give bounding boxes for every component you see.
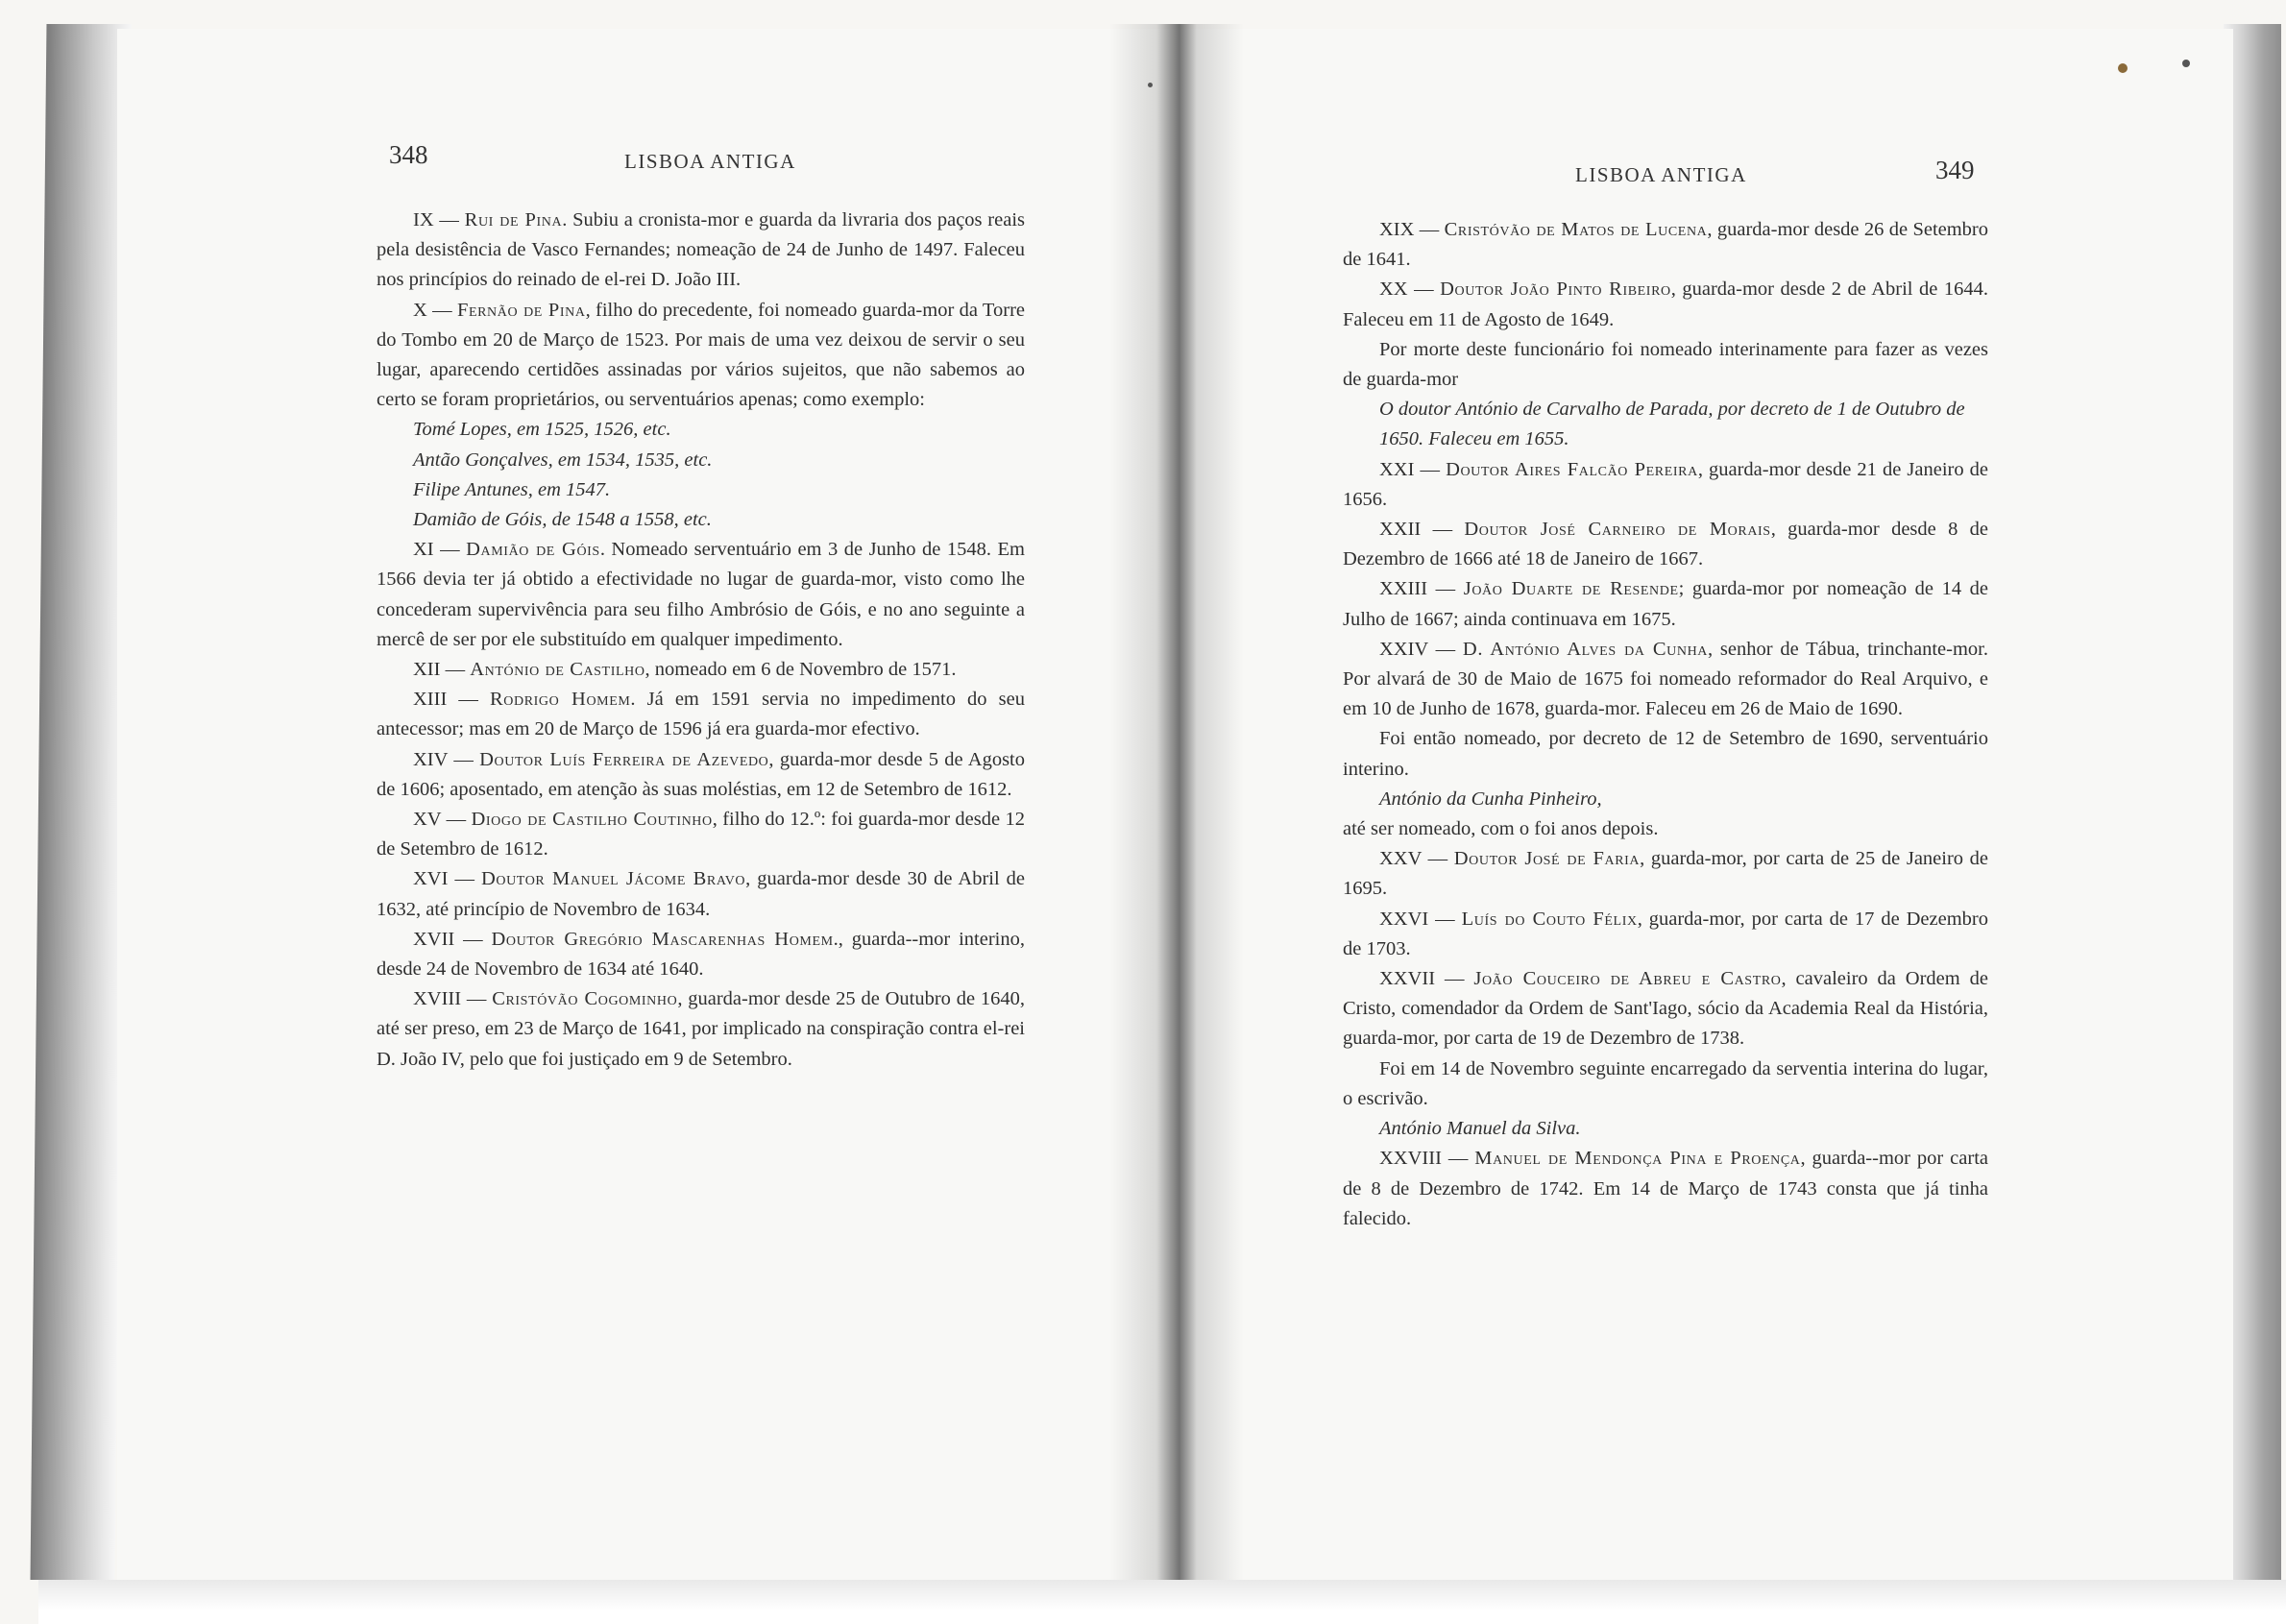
right-text-column (1343, 215, 1988, 1234)
entry-text: , guarda-mor desde 8 de Dezembro de 1666 até 18 de Janeiro de 1667. (1343, 519, 1988, 570)
roman-numeral: XXVIII — (1379, 1148, 1475, 1170)
entry-text: . Já em 1591 servia no impedimento do seu antecessor; mas em 20 de Março de 1596 já era guarda-mor efectivo. (377, 689, 1025, 740)
entry-text: . (1575, 1118, 1581, 1140)
entry-paragraph (1343, 395, 1988, 454)
person-name: António de Castilho (470, 659, 645, 681)
entry-text: , guarda-mor desde 26 de Setembro de 1641. (1343, 219, 1989, 271)
italic-name: Damião de Góis (413, 509, 543, 531)
person-name: Manuel de Mendonça Pina e Proença (1474, 1148, 1801, 1170)
entry-paragraph (1343, 1054, 1988, 1114)
entry-text: , de 1548 a 1558, etc. (542, 509, 712, 531)
entry-text: Foi então nomeado, por decreto de 12 de Setembro de 1690, serventuário interino. (1343, 728, 1988, 780)
roman-numeral: XXIV — (1379, 638, 1463, 660)
roman-numeral: XXI — (1379, 458, 1447, 480)
person-name: Damião de Góis (466, 539, 600, 561)
entry-paragraph (377, 805, 1025, 864)
italic-name: Antão Gonçalves (413, 448, 548, 471)
entry-text: Por morte deste funcionário foi nomeado interinamente para fazer as vezes de guarda-mor (1343, 338, 1988, 391)
roman-numeral: XIX — (1379, 219, 1445, 240)
roman-numeral: XXV — (1379, 848, 1454, 870)
scan-speck (2182, 60, 2190, 67)
entry-paragraph (377, 685, 1025, 744)
left-running-head: LISBOA ANTIGA (624, 150, 796, 173)
entry-text: , guarda-mor desde 25 de Outubro de 1640, até ser preso, em 23 de Março de 1641, por implicado na conspiração contra el-rei D. João IV, pelo que foi justiçado em 9 de Setembro. (377, 988, 1025, 1070)
italic-name: António da Cunha Pinheiro (1379, 788, 1597, 810)
entry-text: , guarda-mor, por carta de 25 de Janeiro de 1695. (1343, 848, 1989, 900)
person-name: D. António Alves da Cunha (1462, 638, 1708, 660)
person-name: Doutor Luís Ferreira de Azevedo (479, 748, 769, 770)
entry-paragraph (1343, 785, 1988, 814)
person-name: Luís do Couto Félix (1461, 908, 1638, 930)
entry-text: , guarda--mor por carta de 8 de Dezembro de 1742. Em 14 de Março de 1743 consta que já tinha falecido. (1343, 1148, 1988, 1229)
entry-text: , guarda-mor desde 30 de Abril de 1632, até princípio de Novembro de 1634. (377, 868, 1026, 920)
roman-numeral: XXIII — (1379, 578, 1464, 600)
entry-text: , cavaleiro da Ordem de Cristo, comendador da Ordem de Sant'Iago, sócio da Academia Real da História, guarda-mor, por carta de 19 de Dezembro de 1738. (1343, 968, 1988, 1050)
roman-numeral: IX — (413, 209, 465, 230)
entry-paragraph (1343, 574, 1988, 634)
scan-speck (2118, 63, 2128, 73)
left-page-number: 348 (389, 140, 428, 169)
roman-numeral: X — (413, 299, 457, 321)
entry-paragraph (377, 655, 1025, 685)
entry-paragraph (1343, 335, 1988, 395)
entry-text: , guarda-mor desde 5 de Agosto de 1606; aposentado, em atenção às suas moléstias, em 12 de Setembro de 1612. (377, 748, 1025, 800)
entry-text: . Subiu a cronista-mor e guarda da livraria dos paços reais pela desistência de Vasco Fernandes; nomeação de 24 de Junho de 1497. Faleceu nos princípios do reinado de el-rei D. João III. (377, 209, 1025, 291)
entry-text: , em 1525, 1526, etc. (506, 419, 671, 441)
entry-paragraph (377, 296, 1025, 416)
left-text-column (377, 206, 1025, 1075)
entry-text: ; guarda-mor por nomeação de 14 de Julho de 1667; ainda continuava em 1675. (1343, 578, 1988, 630)
entry-paragraph (1343, 1144, 1988, 1234)
entry-paragraph (1343, 455, 1988, 515)
person-name: Doutor Manuel Jácome Bravo (480, 868, 746, 890)
roman-numeral: XII — (413, 659, 471, 681)
entry-paragraph (377, 505, 1025, 535)
person-name: Doutor José de Faria (1453, 848, 1641, 870)
entry-text: , em 1547. (527, 478, 611, 500)
person-name: Doutor João Pinto Ribeiro (1440, 279, 1671, 301)
entry-text: , senhor de Tábua, trinchante-mor. Por alvará de 30 de Maio de 1675 foi nomeado reformador do Real Arquivo, e em 10 de Junho de 1678, guarda-mor. Faleceu em 26 de Maio de 1690. (1343, 638, 1988, 720)
roman-numeral: XXVII — (1379, 968, 1474, 990)
italic-name: António Manuel da Silva (1379, 1118, 1576, 1140)
entry-paragraph (1343, 724, 1988, 784)
roman-numeral: XIV — (413, 748, 480, 770)
entry-text: , guarda-mor desde 21 de Janeiro de 1656. (1343, 458, 1988, 510)
roman-numeral: XVI — (413, 868, 481, 890)
bottom-margin (38, 1580, 2286, 1624)
entry-paragraph (377, 475, 1025, 505)
entry-text: até ser nomeado, com o foi anos depois. (1343, 818, 1659, 840)
entry-paragraph (377, 446, 1025, 475)
entry-paragraph (1343, 635, 1988, 725)
entry-paragraph (377, 535, 1025, 655)
entry-text: , por decreto de 1 de Outubro de 1650. Faleceu em 1655. (1379, 399, 1965, 450)
roman-numeral: XIII — (413, 689, 491, 711)
entry-paragraph (377, 864, 1025, 924)
left-book-edge (31, 24, 132, 1580)
roman-numeral: XXII — (1379, 519, 1465, 541)
entry-text: . Nomeado serventuário em 3 de Junho de 1548. Em 1566 devia ter já obtido a efectividade no lugar de guarda-mor, visto como lhe concederam supervivência para seu filho Ambrósio de Góis, e no ano seguinte a mercê de ser por ele substituído em qualquer impedimento. (377, 539, 1025, 650)
italic-name: Filipe Antunes (413, 478, 528, 500)
entry-text: ., guarda--mor interino, desde 24 de Novembro de 1634 até 1640. (377, 928, 1026, 981)
roman-numeral: XX — (1379, 279, 1441, 301)
entry-paragraph (1343, 515, 1988, 574)
roman-numeral: XI — (413, 539, 467, 561)
person-name: Fernão de Pina (456, 299, 586, 321)
person-name: Diogo de Castilho Coutinho (471, 809, 713, 831)
entry-paragraph (1343, 964, 1988, 1054)
entry-text: Foi em 14 de Novembro seguinte encarregado da serventia interina do lugar, o escrivão. (1343, 1057, 1988, 1109)
entry-text: , nomeado em 6 de Novembro de 1571. (644, 659, 957, 681)
entry-paragraph (1343, 814, 1988, 844)
entry-paragraph (377, 206, 1025, 296)
right-running-head: LISBOA ANTIGA (1575, 163, 1747, 186)
italic-name: Tomé Lopes (413, 419, 507, 441)
person-name: Doutor Gregório Mascarenhas Homem (491, 928, 834, 950)
entry-text: , guarda-mor, por carta de 17 de Dezembro de 1703. (1343, 908, 1988, 959)
entry-text: , filho do 12.º: foi guarda-mor desde 12 de Setembro de 1612. (377, 809, 1025, 860)
person-name: João Couceiro de Abreu e Castro (1473, 968, 1782, 990)
entry-paragraph (1343, 215, 1988, 275)
entry-text: , guarda-mor desde 2 de Abril de 1644. Faleceu em 11 de Agosto de 1649. (1343, 279, 1989, 330)
entry-paragraph (1343, 275, 1988, 334)
entry-paragraph (377, 415, 1025, 445)
entry-paragraph (377, 745, 1025, 805)
entry-text: , em 1534, 1535, etc. (547, 448, 713, 471)
entry-text: , (1596, 788, 1602, 810)
entry-paragraph (1343, 1114, 1988, 1144)
right-page-number: 349 (1935, 156, 1975, 184)
person-name: Rui de Pina (464, 209, 563, 230)
person-name: Doutor José Carneiro de Morais (1464, 519, 1771, 541)
roman-numeral: XXVI — (1379, 908, 1462, 930)
book-gutter-shadow (1109, 24, 1244, 1599)
roman-numeral: XVIII — (413, 988, 493, 1010)
roman-numeral: XV — (413, 809, 472, 831)
scan-speck (1148, 83, 1153, 87)
person-name: Rodrigo Homem (490, 689, 631, 711)
person-name: Doutor Aires Falcão Pereira (1446, 458, 1698, 480)
entry-paragraph (377, 984, 1025, 1075)
roman-numeral: XVII — (413, 928, 492, 950)
italic-name: O doutor António de Carvalho de Parada (1379, 399, 1709, 421)
person-name: João Duarte de Resende (1463, 578, 1679, 600)
entry-text: , filho do precedente, foi nomeado guarda-mor da Torre do Tombo em 20 de Março de 1523. Por mais de uma vez deixou de servir o seu lugar, aparecendo certidões assinadas por vários sujeitos, que não sabemos ao certo se foram proprietários, ou serventuários apenas; como exemplo: (377, 299, 1025, 411)
entry-paragraph (1343, 844, 1988, 904)
entry-paragraph (377, 925, 1025, 984)
entry-paragraph (1343, 905, 1988, 964)
person-name: Cristóvão Cogominho (492, 988, 678, 1010)
person-name: Cristóvão de Matos de Lucena (1444, 219, 1708, 240)
